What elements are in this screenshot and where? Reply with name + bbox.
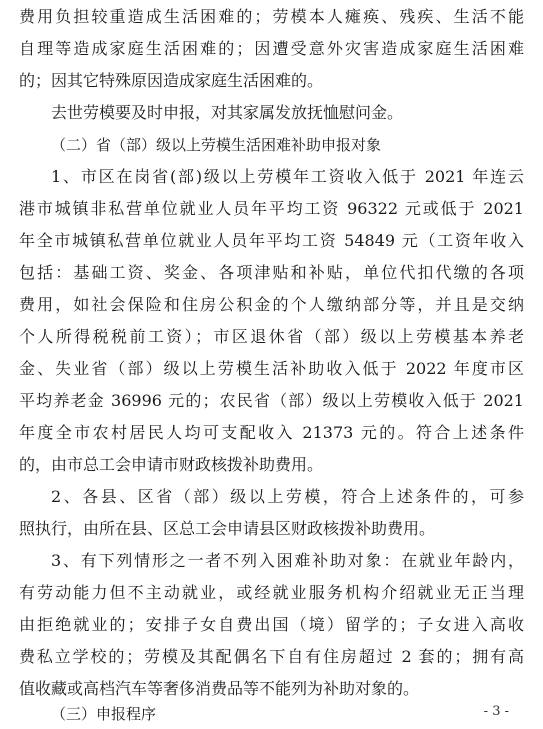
text-line: 费用，如社会保险和住房公积金的个人缴纳部分等，并且是交纳: [19, 295, 524, 314]
text-line: 3、有下列情形之一者不列入困难补助对象：在就业年龄内，: [51, 551, 524, 570]
text-line: 港市城镇非私营单位就业人员年平均工资 96322 元或低于 2021: [19, 199, 524, 218]
text-line: 费私立学校的；劳模及其配偶名下自有住房超过 2 套的；拥有高: [19, 647, 524, 666]
text-line: 1、市区在岗省(部)级以上劳模年工资收入低于 2021 年连云: [51, 167, 524, 186]
text-line: 金、失业省（部）级以上劳模生活补助收入低于 2022 年度市区: [19, 359, 524, 378]
section-heading: （三）申报程序: [51, 705, 157, 723]
text-line: 年度全市农村居民人均可支配收入 21373 元的。符合上述条件: [19, 423, 524, 442]
text-line: 有劳动能力但不主动就业，或经就业服务机构介绍就业无正当理: [19, 583, 524, 602]
text-line: 自理等造成家庭生活困难的；因遭受意外灾害造成家庭生活困难: [19, 39, 524, 58]
text-line: 的，由市总工会申请市财政核拨补助费用。: [19, 455, 324, 474]
text-line: 包括：基础工资、奖金、各项津贴和补贴，单位代扣代缴的各项: [19, 263, 524, 282]
section-heading: （二）省（部）级以上劳模生活困难补助申报对象: [51, 136, 382, 154]
text-line: 由拒绝就业的；安排子女自费出国（境）留学的；子女进入高收: [19, 615, 524, 634]
text-line: 的；因其它特殊原因造成家庭生活困难的。: [19, 71, 324, 90]
text-line: 费用负担较重造成生活困难的；劳模本人瘫痪、残疾、生活不能: [19, 7, 524, 26]
page-number: - 3 -: [483, 704, 509, 719]
text-line: 个人所得税税前工资）；市区退休省（部）级以上劳模基本养老: [19, 327, 524, 346]
text-line: 年全市城镇私营单位就业人员年平均工资 54849 元（工资年收入: [19, 231, 524, 250]
text-line: 去世劳模要及时申报，对其家属发放抚恤慰问金。: [51, 103, 404, 122]
text-line: 照执行，由所在县、区总工会申请县区财政核拨补助费用。: [19, 519, 436, 538]
text-line: 平均养老金 36996 元的；农民省（部）级以上劳模收入低于 2021: [19, 391, 524, 410]
text-line: 值收藏或高档汽车等奢侈消费品等不能列为补助对象的。: [19, 679, 420, 698]
text-line: 2、各县、区省（部）级以上劳模，符合上述条件的，可参: [51, 487, 524, 506]
